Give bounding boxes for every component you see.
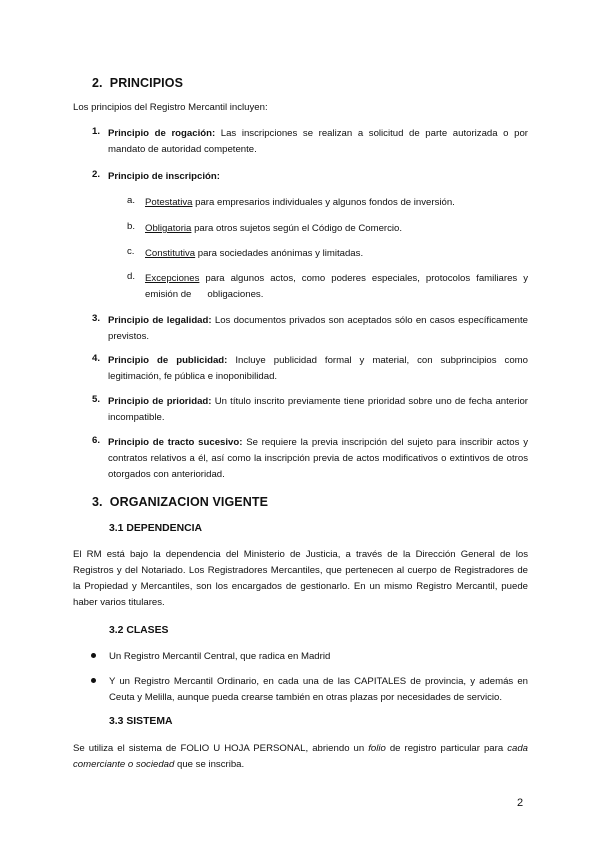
section-2-heading [92,76,183,90]
bullet-text: Y un Registro Mercantil Ordinario, en cada una de las CAPITALES de provincia, y además en Ceuta y Melilla, aunque pueda crearse también en otras plazas por necesidades de servicio. [109,676,528,703]
sub-item-text: para algunos actos, como poderes especiales, protocolos familiares y emisión de obligaciones. [145,273,531,300]
sistema-text: Se utiliza el sistema de FOLIO U HOJA PERSONAL, abriendo un [73,743,369,754]
sub-item-letter: b. [127,221,136,232]
sistema-italic: folio [368,743,386,754]
sistema-italic: cada comerciante o sociedad [73,743,528,770]
dependencia-paragraph: El RM está bajo la dependencia del Ministerio de Justicia, a través de la Dirección General de los Registros y del Notariado. Los Registradores Mercantiles, que pertenecen al cuerpo de Registradores de la Propiedad y Mercantiles, son los encargados de gestionarlo. En un mismo Registro Mercantil, puede haber varios titulares. [73,549,528,608]
sub-item-letter: d. [127,271,136,282]
item-label: Principio de tracto sucesivo: [108,437,243,448]
list-item [92,435,528,483]
item-label: Principio de inscripción: [108,171,220,182]
sub-item-text: para otros sujetos según el Código de Comercio. [191,223,403,234]
item-number: 3. [92,313,101,324]
item-label: Principio de rogación: [108,128,216,139]
item-number: 2. [92,169,101,180]
page-number: 2 [517,797,524,809]
section-number: 3. [92,495,103,509]
section-number: 2. [92,76,103,90]
item-label: Principio de legalidad: [108,315,212,326]
subsection-heading: 3.1 DEPENDENCIA [109,523,202,534]
bullet-icon [91,653,96,658]
sub-item-term: Potestativa [145,197,193,208]
item-text: Un título inscrito previamente tiene prioridad sobre uno de fecha anterior incompatible. [108,396,529,423]
bullet-item [91,649,528,665]
bullet-item [91,674,528,706]
item-number: 4. [92,353,101,364]
list-item [92,313,528,345]
sub-list-item [127,271,531,303]
sub-list-item [127,246,528,262]
item-label: Principio de prioridad: [108,396,212,407]
section-title: ORGANIZACION VIGENTE [109,495,269,509]
sub-list-item [127,195,528,211]
item-number: 5. [92,394,101,405]
item-label: Principio de publicidad: [108,355,228,366]
sistema-text: de registro particular para [385,743,508,754]
item-number: 6. [92,435,101,446]
list-item [92,353,528,385]
list-item [92,394,528,426]
sub-list-item [127,221,528,237]
intro-text: Los principios del Registro Mercantil incluyen: [73,102,268,113]
sub-item-term: Constitutiva [145,248,196,259]
section-3-heading [92,495,268,509]
sistema-text: que se inscriba. [174,759,245,770]
subsection-heading: 3.3 SISTEMA [109,716,173,727]
list-item [92,169,528,185]
subsection-heading: 3.2 CLASES [109,625,169,636]
sub-item-letter: c. [127,246,135,257]
sub-item-term: Excepciones [145,273,200,284]
sistema-paragraph [73,741,528,773]
list-item [92,126,528,158]
sub-item-text: para sociedades anónimas y limitadas. [195,248,364,259]
sub-item-letter: a. [127,195,136,206]
item-text: Se requiere la previa inscripción del sujeto para inscribir actos y contratos relativos a él, así como la inscripción previa de actos modificativos o extintivos de otros otorgados con anterioridad. [108,437,528,480]
sub-item-text: para empresarios individuales y algunos fondos de inversión. [192,197,455,208]
item-text: Las inscripciones se realizan a solicitud de parte autorizada o por mandato de autoridad competente. [108,128,528,155]
item-text: Los documentos privados son aceptados sólo en casos específicamente previstos. [108,315,528,342]
item-number: 1. [92,126,101,137]
bullet-icon [91,678,96,683]
bullet-text: Un Registro Mercantil Central, que radica en Madrid [109,651,331,662]
item-text: Incluye publicidad formal y material, con subprincipios como legitimación, fe pública e inoponibilidad. [108,355,528,382]
sub-item-term: Obligatoria [145,223,192,234]
section-title: PRINCIPIOS [109,76,184,90]
